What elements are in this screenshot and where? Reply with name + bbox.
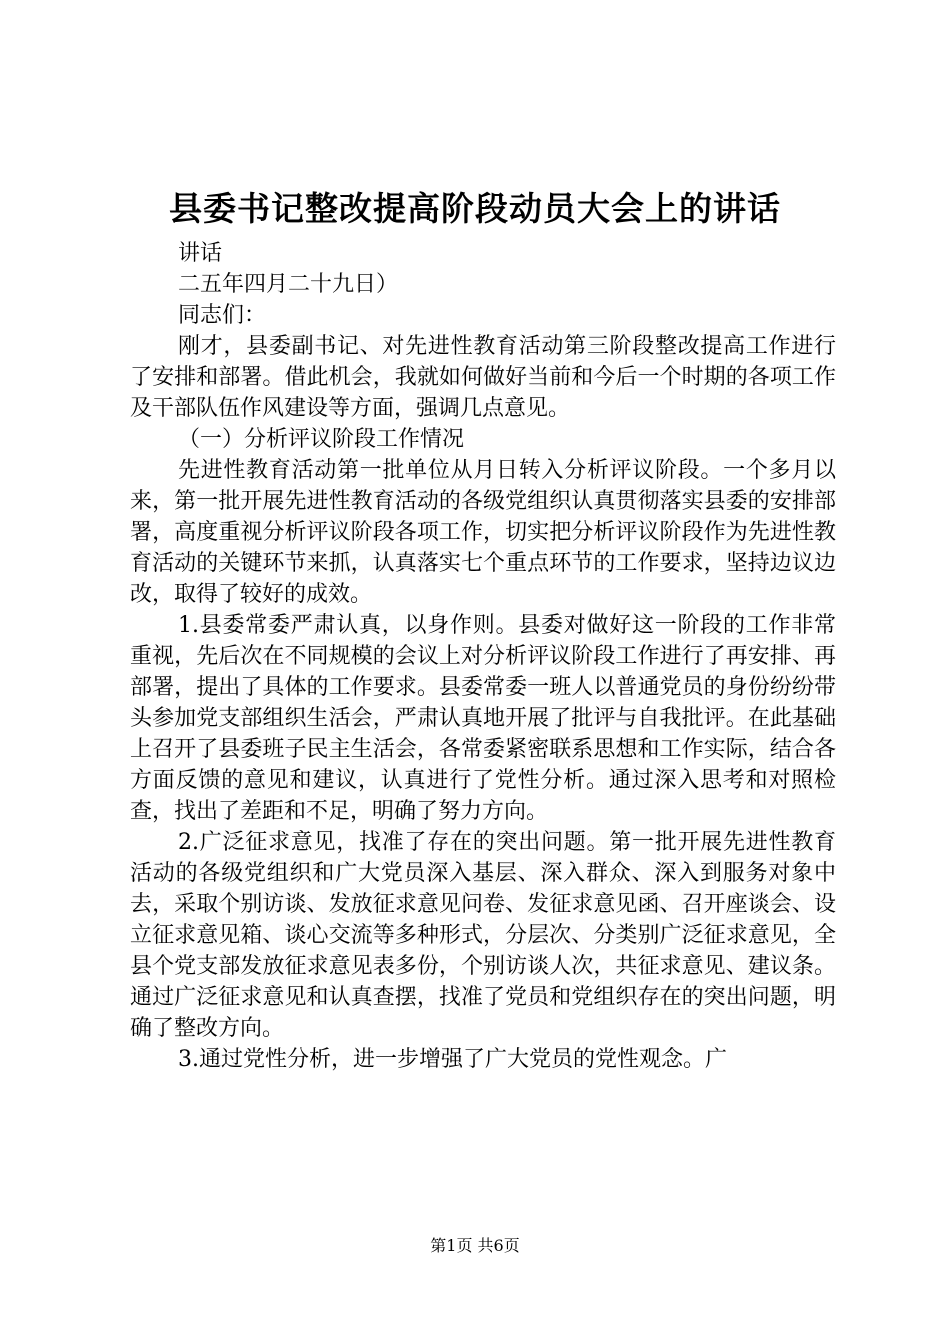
paragraph-overview: 先进性教育活动第一批单位从月日转入分析评议阶段。一个多月以来，第一批开展先进性教育活动的各级党组织认真贯彻落实县委的安排部署，高度重视分析评议阶段各项工作，切实把分析评议阶段作为先进性教育活动的关键环节来抓，认真落实七个重点环节的工作要求，坚持边议边改，取得了较好的成效。 — [130, 458, 836, 607]
header-line-salutation: 同志们： — [178, 303, 267, 328]
document-body — [130, 238, 836, 1075]
header-line-date: 二五年四月二十九日） — [178, 272, 399, 297]
header-line-speech: 讲话 — [178, 241, 223, 266]
paragraph-point-1: 1.县委常委严肃认真，以身作则。县委对做好这一阶段的工作非常重视，先后次在不同规模的会议上对分析评议阶段工作进行了再安排、再部署，提出了具体的工作要求。县委常委一班人以普通党员的身份纷纷带头参加党支部组织生活会，严肃认真地开展了批评与自我批评。在此基础上召开了县委班子民主生活会，各常委紧密联系思想和工作实际，结合各方面反馈的意见和建议，认真进行了党性分析。通过深入思考和对照检查，找出了差距和不足，明确了努力方向。 — [130, 613, 836, 824]
section-heading: （一）分析评议阶段工作情况 — [178, 427, 465, 452]
paragraph-point-2: 2.广泛征求意见，找准了存在的突出问题。第一批开展先进性教育活动的各级党组织和广大党员深入基层、深入群众、深入到服务对象中去，采取个别访谈、发放征求意见问卷、发征求意见函、召开座谈会、设立征求意见箱、谈心交流等多种形式，分层次、分类别广泛征求意见，全县个党支部发放征求意见表多份，个别访谈人次，共征求意见、建议条。通过广泛征求意见和认真查摆，找准了党员和党组织存在的突出问题，明确了整改方向。 — [130, 830, 836, 1041]
paragraph-intro: 刚才，县委副书记、对先进性教育活动第三阶段整改提高工作进行了安排和部署。借此机会，我就如何做好当前和今后一个时期的各项工作及干部队伍作风建设等方面，强调几点意见。 — [130, 334, 836, 421]
page-footer: 第1页 共6页 — [430, 1236, 520, 1255]
paragraph-point-3: 3.通过党性分析，进一步增强了广大党员的党性观念。广 — [178, 1047, 727, 1072]
document-title: 县委书记整改提高阶段动员大会上的讲话 — [169, 189, 781, 228]
